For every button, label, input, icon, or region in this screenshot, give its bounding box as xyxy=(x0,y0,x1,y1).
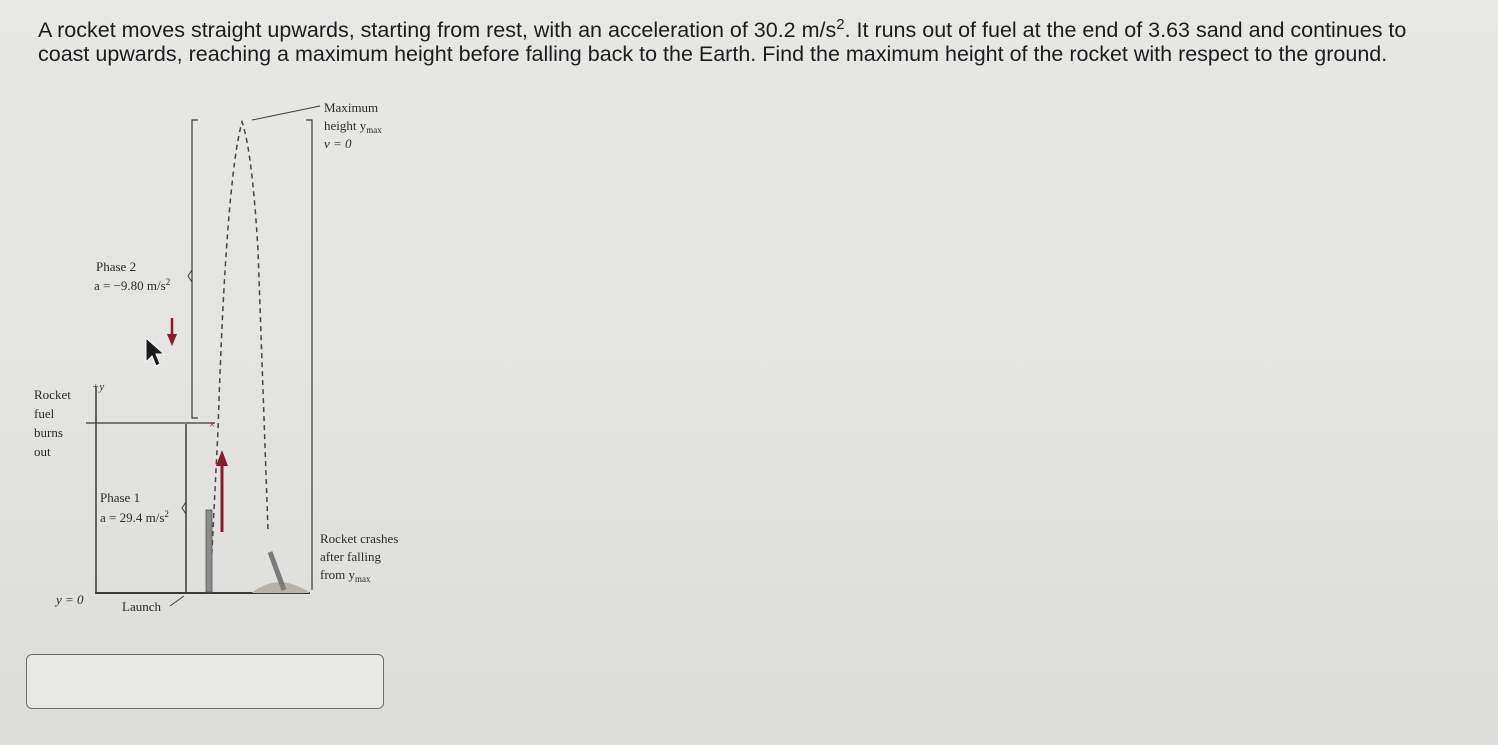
phase2-accel: a = −9.80 $m/s^2$ xyxy=(94,277,171,293)
plus-y-label: +y xyxy=(92,381,105,393)
burnout-label-2: fuel xyxy=(34,406,55,421)
trajectory-path xyxy=(210,122,268,590)
rocket-diagram xyxy=(0,90,460,630)
launch-label: Launch xyxy=(122,599,161,614)
max-height-label-2: height $y_{max}$ xyxy=(324,118,382,135)
burnout-marker: × xyxy=(209,419,216,431)
answer-input[interactable] xyxy=(26,654,384,709)
crash-label-2: after falling xyxy=(320,549,381,564)
mouse-cursor-icon xyxy=(146,338,164,366)
burnout-label-3: burns xyxy=(34,425,63,440)
phase1-accel: a = 29.4 $m/s^2$ xyxy=(100,509,169,525)
launch-leader xyxy=(170,596,184,606)
crash-label-1: Rocket crashes xyxy=(320,531,399,546)
burnout-label-1: Rocket xyxy=(34,387,71,402)
y-zero-label: y = 0 xyxy=(56,592,84,607)
max-height-leader xyxy=(252,106,320,120)
up-arrow-icon xyxy=(216,450,228,466)
crash-label-3: from $y_{max}$ xyxy=(320,567,371,584)
max-height-label-3: v = 0 xyxy=(324,136,352,151)
phase1-title: Phase 1 xyxy=(100,490,141,505)
max-height-label-1: Maximum xyxy=(324,100,379,115)
phase2-bracket xyxy=(192,120,198,418)
question-exponent: 2 xyxy=(836,15,845,33)
burnout-label-4: out xyxy=(34,444,51,459)
rocket-icon xyxy=(206,510,212,592)
question-part2: . It runs out of fuel at the end of 3.63 sand and continues to coast upwards, reaching a maximum height before falling back to the Earth. Find the maximum height of the rocket with respect to the ground. xyxy=(38,18,1407,66)
down-arrow-icon xyxy=(167,334,177,346)
question-part1: A rocket moves straight upwards, starting from rest, with an acceleration of 30.2 m/s xyxy=(38,18,837,42)
phase2-title: Phase 2 xyxy=(96,259,137,274)
max-height-bracket xyxy=(306,120,312,590)
question-text xyxy=(38,15,1458,66)
